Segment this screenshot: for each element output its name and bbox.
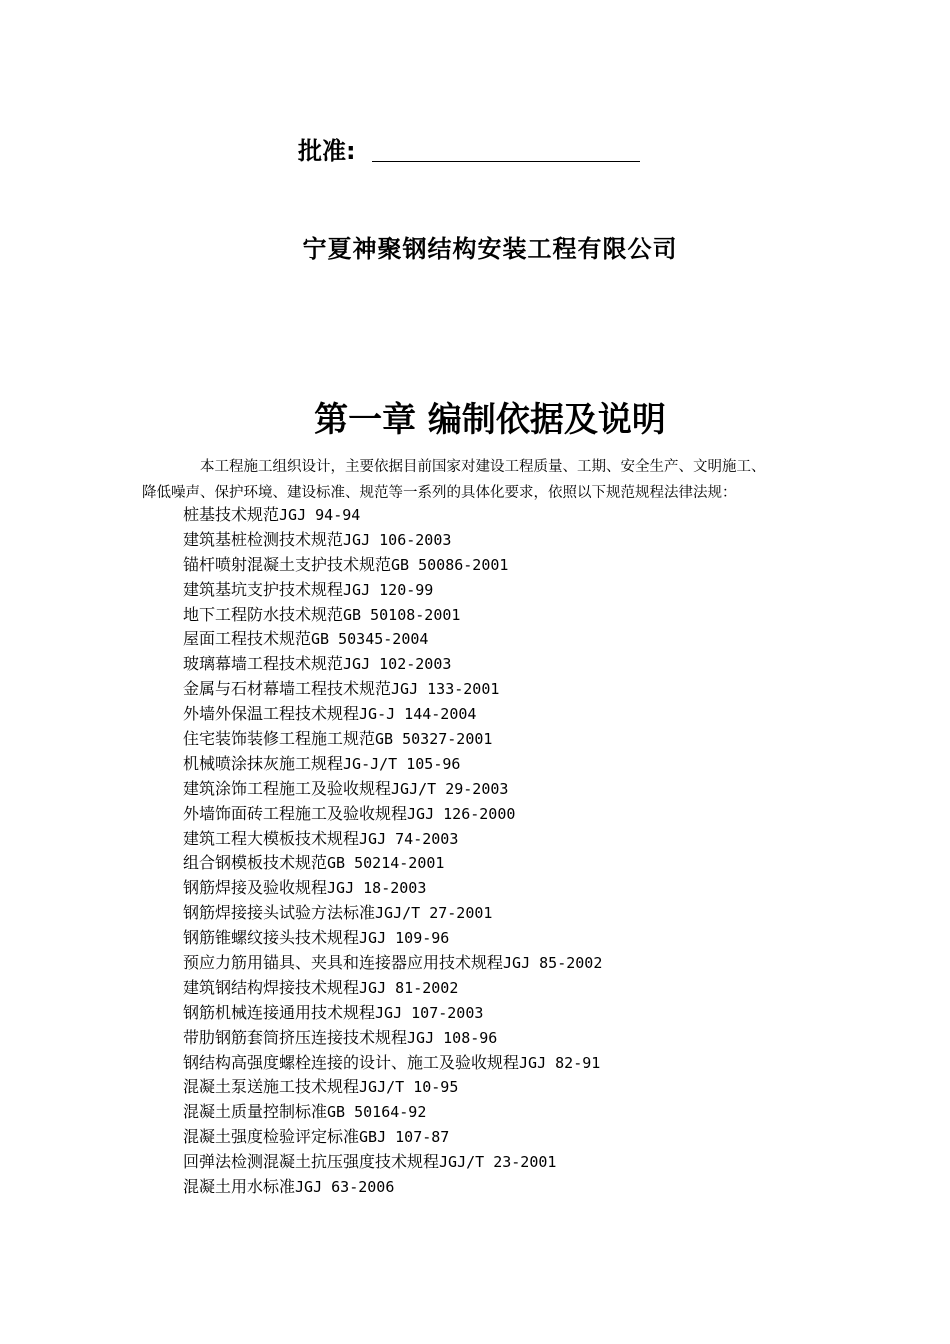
standard-name: 带肋钢筋套筒挤压连接技术规程 <box>183 1027 408 1047</box>
standard-item <box>183 603 602 628</box>
standard-code: GB 50327-2001 <box>375 730 493 749</box>
standard-code: JG-J/T 105-96 <box>343 754 461 773</box>
standard-item <box>183 652 602 677</box>
company-name: 宁夏神聚钢结构安装工程有限公司 <box>302 235 678 263</box>
standard-name: 混凝土用水标准 <box>183 1177 296 1197</box>
standard-item <box>183 503 602 528</box>
standard-item <box>183 951 602 976</box>
standard-item <box>183 627 602 652</box>
standard-item <box>183 901 602 926</box>
standard-code: JG-J 144-2004 <box>359 705 477 724</box>
standard-name: 钢筋焊接接头试验方法标准 <box>183 903 376 923</box>
standard-item <box>183 876 602 901</box>
standard-name: 混凝土质量控制标准 <box>183 1102 328 1122</box>
standard-code: JGJ/T 23-2001 <box>439 1153 557 1172</box>
standard-item <box>183 702 602 727</box>
standard-code: JGJ 85-2002 <box>503 954 603 973</box>
standard-name: 建筑基桩检测技术规范 <box>183 529 344 549</box>
standard-code: GB 50214-2001 <box>327 854 445 873</box>
standard-name: 混凝土强度检验评定标准 <box>183 1127 360 1147</box>
intro-line-1: 本工程施工组织设计，主要依据目前国家对建设工程质量、工期、安全生产、文明施工、 <box>200 459 766 475</box>
standard-item <box>183 1026 602 1051</box>
standard-code: JGJ 82-91 <box>519 1053 601 1072</box>
standard-name: 钢筋焊接及验收规程 <box>183 878 328 898</box>
standard-name: 建筑基坑支护技术规程 <box>183 579 344 599</box>
standard-name: 建筑钢结构焊接技术规程 <box>183 977 360 997</box>
standard-item <box>183 777 602 802</box>
standard-item <box>183 528 602 553</box>
standard-item <box>183 752 602 777</box>
standard-item <box>183 1051 602 1076</box>
standard-code: JGJ 63-2006 <box>295 1178 395 1197</box>
standard-item <box>183 1150 602 1175</box>
standard-name: 建筑工程大模板技术规程 <box>183 828 360 848</box>
standard-code: JGJ 108-96 <box>407 1028 498 1047</box>
standard-name: 外墙饰面砖工程施工及验收规程 <box>183 803 408 823</box>
approval-signature-line <box>372 161 640 162</box>
standard-item <box>183 1125 602 1150</box>
standard-item <box>183 827 602 852</box>
standards-list <box>183 503 602 1200</box>
standard-code: JGJ 102-2003 <box>343 655 452 674</box>
standard-code: JGJ 18-2003 <box>327 879 427 898</box>
standard-item <box>183 727 602 752</box>
standard-code: JGJ 120-99 <box>343 580 434 599</box>
standard-code: GB 50164-92 <box>327 1103 427 1122</box>
standard-code: JGJ/T 29-2003 <box>391 779 509 798</box>
standard-code: GB 50345-2004 <box>311 630 429 649</box>
standard-item <box>183 1100 602 1125</box>
standard-code: JGJ 94-94 <box>279 506 361 524</box>
standard-code: GB 50086-2001 <box>391 555 509 574</box>
standard-code: JGJ/T 10-95 <box>359 1078 459 1097</box>
standard-code: JGJ 81-2002 <box>359 978 459 997</box>
standard-code: JGJ 74-2003 <box>359 829 459 848</box>
standard-name: 锚杆喷射混凝土支护技术规范 <box>183 554 392 574</box>
standard-code: JGJ 107-2003 <box>375 1003 484 1022</box>
approval-label: 批准: <box>298 137 356 165</box>
standard-item <box>183 1075 602 1100</box>
standard-code: GB 50108-2001 <box>343 605 461 624</box>
standard-item <box>183 976 602 1001</box>
standard-name: 回弹法检测混凝土抗压强度技术规程 <box>183 1152 440 1172</box>
standard-code: JGJ/T 27-2001 <box>375 904 493 923</box>
chapter-title: 第一章 编制依据及说明 <box>314 400 666 440</box>
standard-name: 地下工程防水技术规范 <box>183 604 344 624</box>
standard-name: 金属与石材幕墙工程技术规范 <box>183 679 392 699</box>
standard-name: 住宅装饰装修工程施工规范 <box>183 729 376 749</box>
standard-item <box>183 802 602 827</box>
standard-item <box>183 1175 602 1200</box>
standard-code: JGJ 133-2001 <box>391 680 500 699</box>
standard-name: 机械喷涂抹灰施工规程 <box>183 753 344 773</box>
standard-item <box>183 677 602 702</box>
approval-row <box>298 136 640 166</box>
standard-name: 组合钢模板技术规范 <box>183 853 328 873</box>
standard-name: 建筑涂饰工程施工及验收规程 <box>183 778 392 798</box>
standard-item <box>183 553 602 578</box>
standard-item <box>183 1001 602 1026</box>
standard-name: 玻璃幕墙工程技术规范 <box>183 654 344 674</box>
standard-code: JGJ 126-2000 <box>407 804 516 823</box>
standard-name: 桩基技术规范 <box>183 505 280 524</box>
standard-name: 钢结构高强度螺栓连接的设计、施工及验收规程 <box>183 1052 520 1072</box>
standard-name: 预应力筋用锚具、夹具和连接器应用技术规程 <box>183 953 504 973</box>
standard-name: 混凝土泵送施工技术规程 <box>183 1077 360 1097</box>
standard-name: 钢筋机械连接通用技术规程 <box>183 1002 376 1022</box>
standard-code: GBJ 107-87 <box>359 1128 450 1147</box>
intro-line-2: 降低噪声、保护环境、建设标准、规范等一系列的具体化要求，依照以下规范规程法律法规： <box>142 485 737 501</box>
standard-item <box>183 851 602 876</box>
standard-code: JGJ 106-2003 <box>343 530 452 549</box>
standard-name: 屋面工程技术规范 <box>183 629 312 649</box>
intro-paragraph <box>142 454 862 506</box>
standard-item <box>183 578 602 603</box>
standard-name: 外墙外保温工程技术规程 <box>183 704 360 724</box>
standard-name: 钢筋锥螺纹接头技术规程 <box>183 928 360 948</box>
standard-item <box>183 926 602 951</box>
standard-code: JGJ 109-96 <box>359 929 450 948</box>
